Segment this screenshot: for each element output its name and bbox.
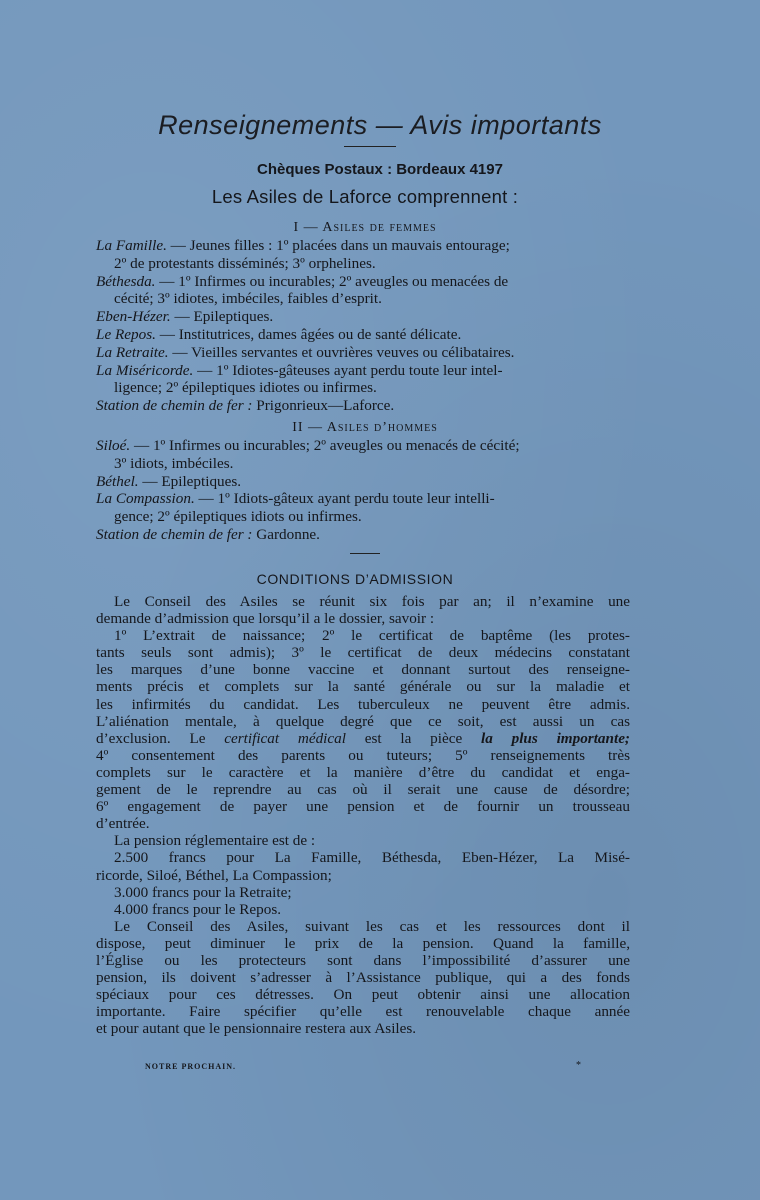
text-line: Le Conseil des Asiles se réunit six fois par an; il n’examine une — [114, 593, 630, 610]
text-line: 2.500 francs pour La Famille, Béthesda, Eben-Hézer, La Misé- — [114, 849, 630, 867]
text-line: les infirmités du candidat. Les tuberculeux ne peuvent être admis. — [96, 695, 630, 713]
conditions-heading: CONDITIONS D’ADMISSION — [256, 571, 454, 587]
text-line: ricorde, Siloé, Béthel, La Compassion; — [96, 866, 332, 884]
footer-mark: * — [576, 1060, 581, 1071]
page-title: Renseignements — Avis importants — [158, 110, 602, 140]
entry-line: Station de chemin de fer : Prigonrieux—Laforce. — [96, 397, 395, 415]
text-line: L’aliénation mentale, à quelque degré que ce soit, est aussi un cas — [96, 712, 630, 730]
text-line: tants seuls sont admis); 3º le certificat de deux médecins constatant — [96, 644, 630, 662]
text-line: spéciaux pour ces détresses. On peut obtenir ainsi une allocation — [96, 986, 630, 1004]
femmes-list — [96, 237, 634, 415]
entry-line: Eben-Hézer. — Epileptiques. — [96, 308, 274, 326]
entry-line: 2º de protestants disséminés; 3º orphelines. — [114, 254, 376, 272]
text-line: d’entrée. — [96, 815, 150, 833]
text-line: 3.000 francs pour la Retraite; — [114, 883, 292, 901]
entry-line: Béthel. — Epileptiques. — [96, 472, 242, 490]
entry-line: La Miséricorde. — 1º Idiotes-gâteuses ayant perdu toute leur intel- — [96, 361, 503, 379]
text-line: gement de le reprendre au cas où il serait une cause de désordre; — [96, 781, 630, 799]
entry-line: ligence; 2º épileptiques idiotes ou infirmes. — [114, 379, 377, 397]
entry-line: Station de chemin de fer : Gardonne. — [96, 525, 320, 543]
text-line: pension, ils doivent s’adresser à l’Assistance publique, qui a des fonds — [96, 969, 630, 987]
text-line: complets sur le caractère et la manière d’être du candidat et enga- — [96, 763, 630, 781]
text-line: d’exclusion. Le certificat médical est la pièce la plus importante; — [96, 729, 630, 747]
entry-line: Le Repos. — Institutrices, dames âgées ou de santé délicate. — [96, 325, 462, 343]
text-line: 1º L’extrait de naissance; 2º le certificat de baptême (les protes- — [114, 627, 630, 645]
text-line: les marques d’une bonne vaccine et donnant surtout des renseigne- — [96, 661, 630, 679]
section-hommes-heading: II — Asiles d’hommes — [292, 420, 438, 435]
text-line: 6º engagement de payer une pension et de fournir un trousseau — [96, 798, 630, 816]
text-line: l’Église ou les protecteurs sont dans l’impossibilité d’assurer une — [96, 951, 630, 969]
entry-line: La Retraite. — Vieilles servantes et ouvrières veuves ou célibataires. — [96, 343, 515, 361]
text-line: et pour autant que le pensionnaire restera aux Asiles. — [96, 1020, 417, 1038]
entry-line: gence; 2º épileptiques idiots ou infirmes. — [114, 508, 362, 526]
text-line: dispose, peut diminuer le prix de la pension. Quand la famille, — [96, 934, 630, 952]
entry-line: Siloé. — 1º Infirmes ou incurables; 2º aveugles ou menacés de cécité; — [96, 437, 520, 454]
text-line: Le Conseil des Asiles, suivant les cas et les ressources dont il — [114, 917, 630, 935]
conditions-paragraph-1 — [96, 593, 630, 1037]
postal-cheques-line: Chèques Postaux : Bordeaux 4197 — [257, 161, 503, 178]
footer-publication: NOTRE PROCHAIN. — [145, 1062, 237, 1071]
text-line: 4.000 francs pour le Repos. — [114, 900, 282, 918]
text-line: La pension réglementaire est de : — [114, 832, 316, 850]
title-divider — [344, 146, 396, 147]
text-line: 4º consentement des parents ou tuteurs; 5º renseignements très — [96, 746, 630, 764]
section-divider — [350, 553, 380, 554]
text-line: importante. Faire spécifier qu’elle est renouvelable chaque année — [96, 1003, 630, 1021]
hommes-list — [96, 437, 634, 544]
text-line: ments précis et complets sur la santé générale ou sur la maladie et — [96, 678, 630, 696]
entry-line: La Compassion. — 1º Idiots-gâteux ayant perdu toute leur intelli- — [96, 490, 495, 508]
entry-line: 3º idiots, imbéciles. — [114, 454, 234, 472]
asiles-heading: Les Asiles de Laforce comprennent : — [211, 186, 519, 207]
entry-line: Béthesda. — 1º Infirmes ou incurables; 2º aveugles ou menacées de — [96, 272, 509, 290]
entry-line: La Famille. — Jeunes filles : 1º placées dans un mauvais entourage; — [96, 237, 510, 254]
text-line: demande d’admission que lorsqu’il a le dossier, savoir : — [96, 610, 435, 628]
entry-line: cécité; 3º idiotes, imbéciles, faibles d’esprit. — [114, 290, 382, 308]
section-femmes-heading: I — Asiles de femmes — [293, 220, 437, 235]
